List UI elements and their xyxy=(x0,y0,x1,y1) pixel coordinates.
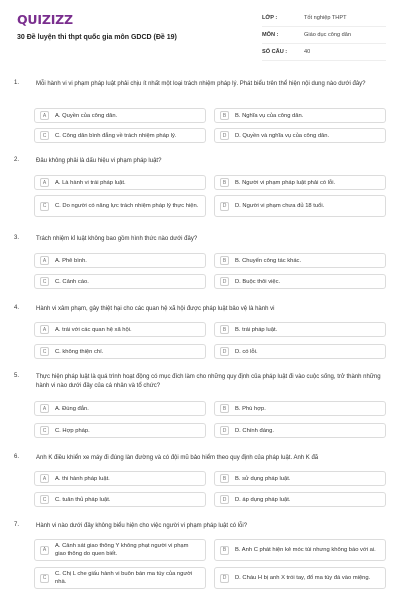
option-text: B. Người vi phạm pháp luật phải có lỗi. xyxy=(235,179,336,186)
option-d[interactable] xyxy=(214,567,386,589)
question-text: Trách nhiệm kỉ luật không bao gồm hình thức nào dưới đây? xyxy=(36,236,198,242)
question-text: Đâu không phải là dấu hiệu vi phạm pháp luật? xyxy=(36,158,162,164)
question-number: 5. xyxy=(14,373,20,379)
option-letter: D xyxy=(220,495,229,504)
option-letter: B xyxy=(220,256,229,265)
option-c[interactable] xyxy=(34,492,206,507)
option-a[interactable] xyxy=(34,471,206,486)
option-text: A. Cảnh sát giao thông Y không phạt người vi phạm giao thông do quen biết. xyxy=(55,543,189,557)
option-d[interactable] xyxy=(214,274,386,289)
meta-count-label: SỐ CÂU : xyxy=(262,49,288,55)
option-a[interactable] xyxy=(34,322,206,337)
option-text: A. thi hành pháp luật. xyxy=(55,475,110,482)
meta-count-row xyxy=(262,44,386,61)
option-letter: C xyxy=(40,495,49,504)
option-text: C. Chị L che giấu hành vi buôn bán ma túy của người nhà. xyxy=(55,571,193,585)
option-b[interactable] xyxy=(214,401,386,416)
option-c[interactable] xyxy=(34,344,206,359)
option-letter: B xyxy=(220,325,229,334)
option-letter: A xyxy=(40,404,49,413)
option-letter: C xyxy=(40,426,49,435)
worksheet-meta xyxy=(262,10,386,61)
option-c[interactable] xyxy=(34,195,206,217)
option-d[interactable] xyxy=(214,423,386,438)
option-letter: A xyxy=(40,474,49,483)
option-text: C. Công dân bình đẳng về trách nhiệm pháp lý. xyxy=(55,132,177,139)
option-text: B. Nghĩa vụ của công dân. xyxy=(235,112,304,119)
option-letter: B xyxy=(220,404,229,413)
option-letter: B xyxy=(220,546,229,555)
option-a[interactable] xyxy=(34,401,206,416)
option-letter: A xyxy=(40,325,49,334)
option-letter: D xyxy=(220,426,229,435)
meta-subject-value: Giáo dục công dân xyxy=(304,32,351,38)
option-a[interactable] xyxy=(34,175,206,190)
meta-subject-label: MÔN : xyxy=(262,32,279,38)
option-letter: C xyxy=(40,202,49,211)
question-text: Hành vi xâm phạm, gây thiệt hại cho các quan hệ xã hội được pháp luật bảo vệ là hành vi xyxy=(36,306,275,312)
option-letter: D xyxy=(220,574,229,583)
option-c[interactable] xyxy=(34,567,206,589)
worksheet-header xyxy=(0,0,400,64)
option-letter: D xyxy=(220,202,229,211)
option-letter: B xyxy=(220,178,229,187)
option-text: D. Cháu H bị anh X trói tay, đổ ma túy đá vào miệng. xyxy=(235,575,371,581)
option-text: B. Anh C phát hiện kẻ móc túi nhưng không báo với ai. xyxy=(235,547,376,553)
question-number: 7. xyxy=(14,522,20,528)
option-letter: C xyxy=(40,347,49,356)
meta-class-value: Tốt nghiệp THPT xyxy=(304,15,347,21)
option-d[interactable] xyxy=(214,195,386,217)
option-b[interactable] xyxy=(214,471,386,486)
option-a[interactable] xyxy=(34,108,206,123)
option-letter: B xyxy=(220,474,229,483)
option-c[interactable] xyxy=(34,128,206,143)
meta-class-label: LỚP : xyxy=(262,15,278,21)
option-c[interactable] xyxy=(34,274,206,289)
meta-subject-row xyxy=(262,27,386,44)
option-letter: A xyxy=(40,178,49,187)
option-text: A. Là hành vi trái pháp luật. xyxy=(55,179,126,186)
option-letter: A xyxy=(40,546,49,555)
option-letter: D xyxy=(220,347,229,356)
option-text: B. Phù hợp. xyxy=(235,405,266,412)
question-number: 2. xyxy=(14,157,20,163)
option-text: D. Buộc thôi việc. xyxy=(235,278,281,285)
option-b[interactable] xyxy=(214,539,386,561)
option-text: C. Do người có năng lực trách nhiệm pháp lý thực hiện. xyxy=(55,203,199,209)
option-letter: C xyxy=(40,277,49,286)
option-text: B. trái pháp luật. xyxy=(235,326,278,333)
meta-count-value: 40 xyxy=(304,49,311,55)
option-letter: D xyxy=(220,277,229,286)
question-text: Anh K điều khiển xe máy đi đúng làn đường và có đội mũ bảo hiểm theo quy định của pháp luật. Anh K đã xyxy=(36,455,319,461)
option-text: D. Quyền và nghĩa vụ của công dân. xyxy=(235,132,330,139)
option-text: A. Quyền của công dân. xyxy=(55,112,118,119)
option-a[interactable] xyxy=(34,539,206,561)
option-b[interactable] xyxy=(214,253,386,268)
option-d[interactable] xyxy=(214,128,386,143)
question-text: Mỗi hành vi vi phạm pháp luật phải chịu ít nhất một loại trách nhiệm pháp lý. Phát biểu trên thể hiện nội dung nào dưới đây? xyxy=(36,81,366,87)
option-c[interactable] xyxy=(34,423,206,438)
option-letter: A xyxy=(40,256,49,265)
question-text: Hành vi nào dưới đây không biểu hiện cho việc người vi phạm pháp luật có lỗi? xyxy=(36,523,248,529)
option-text: A. Đúng đắn. xyxy=(55,405,89,412)
option-letter: C xyxy=(40,574,49,583)
option-text: D. Chính đáng. xyxy=(235,427,274,434)
option-a[interactable] xyxy=(34,253,206,268)
question-number: 3. xyxy=(14,235,20,241)
option-b[interactable] xyxy=(214,322,386,337)
question-number: 4. xyxy=(14,305,20,311)
option-text: C. tuân thủ pháp luật. xyxy=(55,496,111,503)
quizizz-logo: QUIZIZZ xyxy=(17,12,73,27)
option-text: B. Chuyển công tác khác. xyxy=(235,257,302,264)
option-d[interactable] xyxy=(214,344,386,359)
option-b[interactable] xyxy=(214,175,386,190)
option-text: D. có lỗi. xyxy=(235,348,258,355)
option-letter: D xyxy=(220,131,229,140)
question-text: Thực hiện pháp luật là quá trình hoạt động có mục đích làm cho những quy định của pháp luật đi vào cuộc sống, trở thành những hành vi nào dưới đây của cá nhân và tổ chức? xyxy=(36,374,381,389)
worksheet-title: 30 Đề luyện thi thpt quốc gia môn GDCD (Đề 19) xyxy=(17,34,177,41)
option-text: A. Phê bình. xyxy=(55,257,87,264)
question-number: 6. xyxy=(14,454,20,460)
option-d[interactable] xyxy=(214,492,386,507)
option-text: C. không thiện chí. xyxy=(55,348,104,355)
option-text: D. Người vi phạm chưa đủ 18 tuổi. xyxy=(235,203,325,209)
option-text: C. Cảnh cáo. xyxy=(55,278,89,285)
option-text: C. Hợp pháp. xyxy=(55,427,90,434)
option-text: B. sử dụng pháp luật. xyxy=(235,475,291,482)
option-letter: B xyxy=(220,111,229,120)
option-letter: A xyxy=(40,111,49,120)
meta-class-row xyxy=(262,10,386,27)
question-number: 1. xyxy=(14,80,20,86)
option-text: D. áp dụng pháp luật. xyxy=(235,496,291,503)
option-text: A. trái với các quan hệ xã hội. xyxy=(55,326,132,333)
option-letter: C xyxy=(40,131,49,140)
option-b[interactable] xyxy=(214,108,386,123)
